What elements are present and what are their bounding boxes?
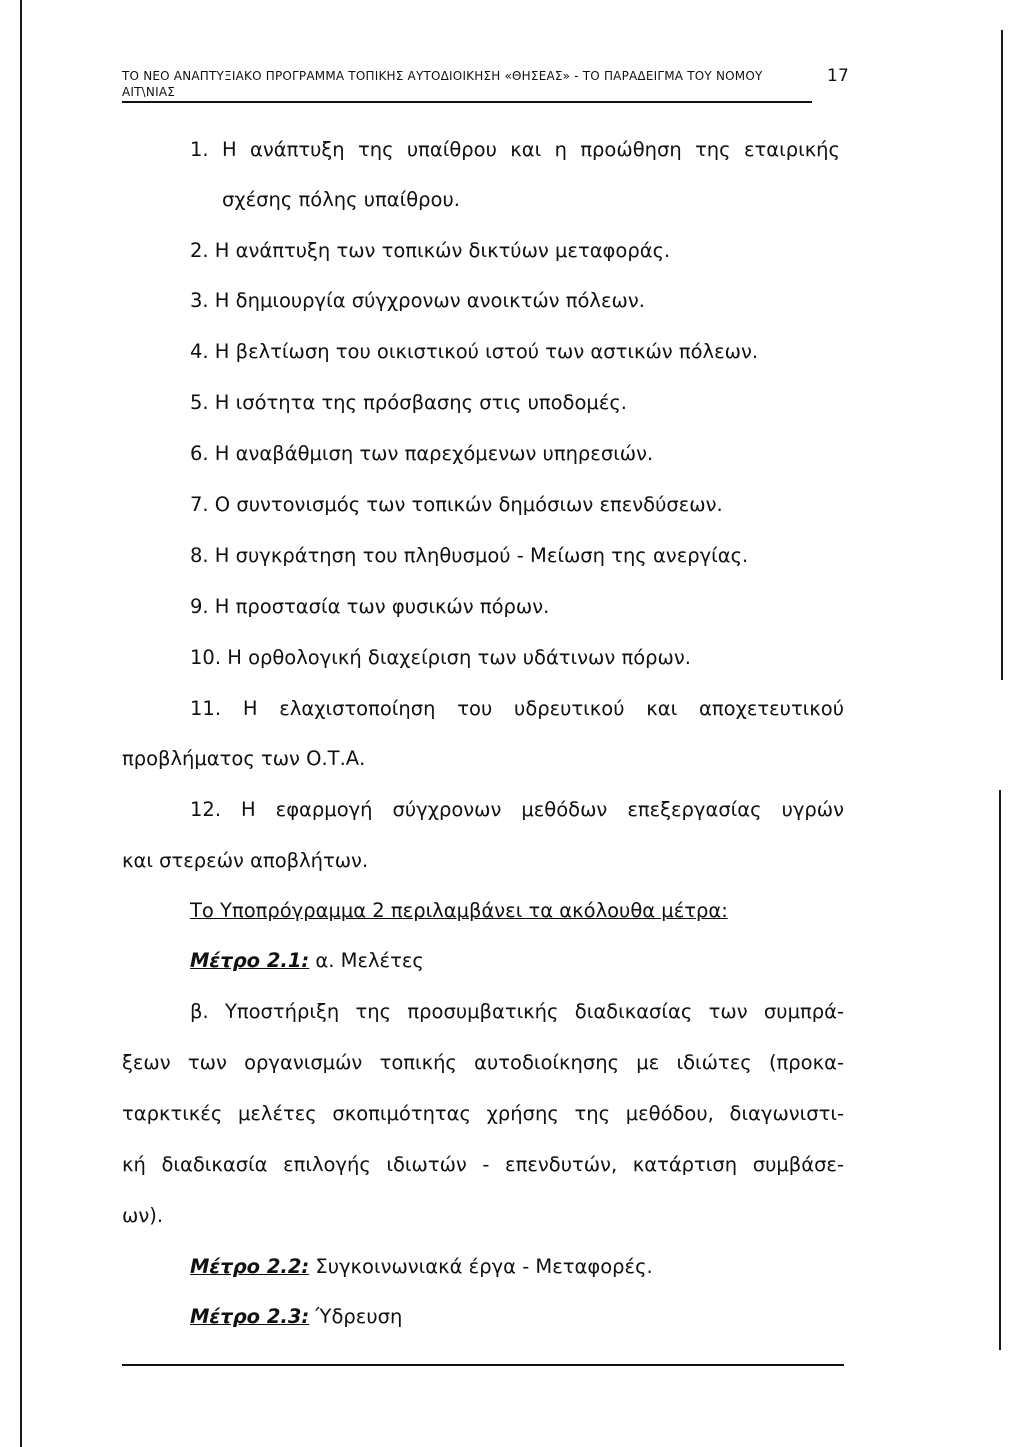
subprogram-heading: Το Υποπρόγραμμα 2 περιλαμβάνει τα ακόλουθα μέτρα: [190,899,728,922]
measure-2-1 [190,948,424,974]
measure-2-3-label: Μέτρο 2.3: [190,1305,310,1328]
scan-edge-right-lower [999,790,1001,1350]
list-item-11-line-2: προβλήματος των Ο.Τ.Α. [122,747,366,770]
scan-edge-left [20,0,22,1447]
list-item-2: 2. Η ανάπτυξη των τοπικών δικτύων μεταφοράς. [190,239,671,262]
list-item-4: 4. Η βελτίωση του οικιστικού ιστού των αστικών πόλεων. [190,340,759,363]
measure-2-1-a: α. Μελέτες [309,949,424,972]
list-item-1-line-2: σχέσης πόλης υπαίθρου. [222,188,460,211]
list-item-5: 5. Η ισότητα της πρόσβασης στις υποδομές. [190,391,627,414]
list-item-3: 3. Η δημιουργία σύγχρονων ανοικτών πόλεων. [190,289,645,312]
running-header [122,66,850,100]
measure-2-1-b-line-2: ξεων των οργανισμών τοπικής αυτοδιοίκησης με ιδιώτες (προκα- [122,1051,844,1074]
list-item-9: 9. Η προστασία των φυσικών πόρων. [190,595,550,618]
page-number: 17 [827,66,850,86]
header-rule [122,101,812,103]
measure-2-1-b-line-3: ταρκτικές μελέτες σκοπιμότητας χρήσης της μεθόδου, διαγωνιστι- [122,1102,844,1125]
header-title: ΤΟ ΝΕΟ ΑΝΑΠΤΥΞΙΑΚΟ ΠΡΟΓΡΑΜΜΑ ΤΟΠΙΚΗΣ ΑΥΤΟΔΙΟΙΚΗΣΗ «ΘΗΣΕΑΣ» - ΤΟ ΠΑΡΑΔΕΙΓΜΑ ΤΟΥ ΝΟΜΟΥ ΑΙΤ\ΝΙΑΣ [122,69,763,99]
measure-2-2-text: Συγκοινωνιακά έργα - Μεταφορές. [309,1255,653,1278]
measure-2-1-b-line-4: κή διαδικασία επιλογής ιδιωτών - επενδυτών, κατάρτιση συμβάσε- [122,1153,844,1176]
measure-2-1-b-line-5: ων). [122,1204,164,1227]
scan-edge-right [1001,30,1003,680]
list-item-7: 7. Ο συντονισμός των τοπικών δημόσιων επενδύσεων. [190,493,723,516]
list-item-10: 10. Η ορθολογική διαχείριση των υδάτινων πόρων. [190,646,691,669]
list-item-12-line-2: και στερεών αποβλήτων. [122,849,369,872]
footer-rule [122,1364,844,1366]
list-item-6: 6. Η αναβάθμιση των παρεχόμενων υπηρεσιών. [190,442,654,465]
measure-2-2-label: Μέτρο 2.2: [190,1255,310,1278]
measure-2-3 [190,1304,402,1330]
list-item-1-line-1: 1. Η ανάπτυξη της υπαίθρου και η προώθηση της εταιρικής [190,138,840,161]
list-item-8: 8. Η συγκράτηση του πληθυσμού - Μείωση της ανεργίας. [190,544,749,567]
measure-2-1-label: Μέτρο 2.1: [190,949,310,972]
measure-2-1-b-line-1: β. Υποστήριξη της προσυμβατικής διαδικασίας των συμπρά- [190,1000,844,1023]
measure-2-2 [190,1254,653,1280]
list-item-12-line-1: 12. Η εφαρμογή σύγχρονων μεθόδων επεξεργασίας υγρών [190,798,844,821]
list-item-11-line-1: 11. Η ελαχιστοποίηση του υδρευτικού και αποχετευτικού [190,697,844,720]
measure-2-3-text: Ύδρευση [309,1305,403,1328]
